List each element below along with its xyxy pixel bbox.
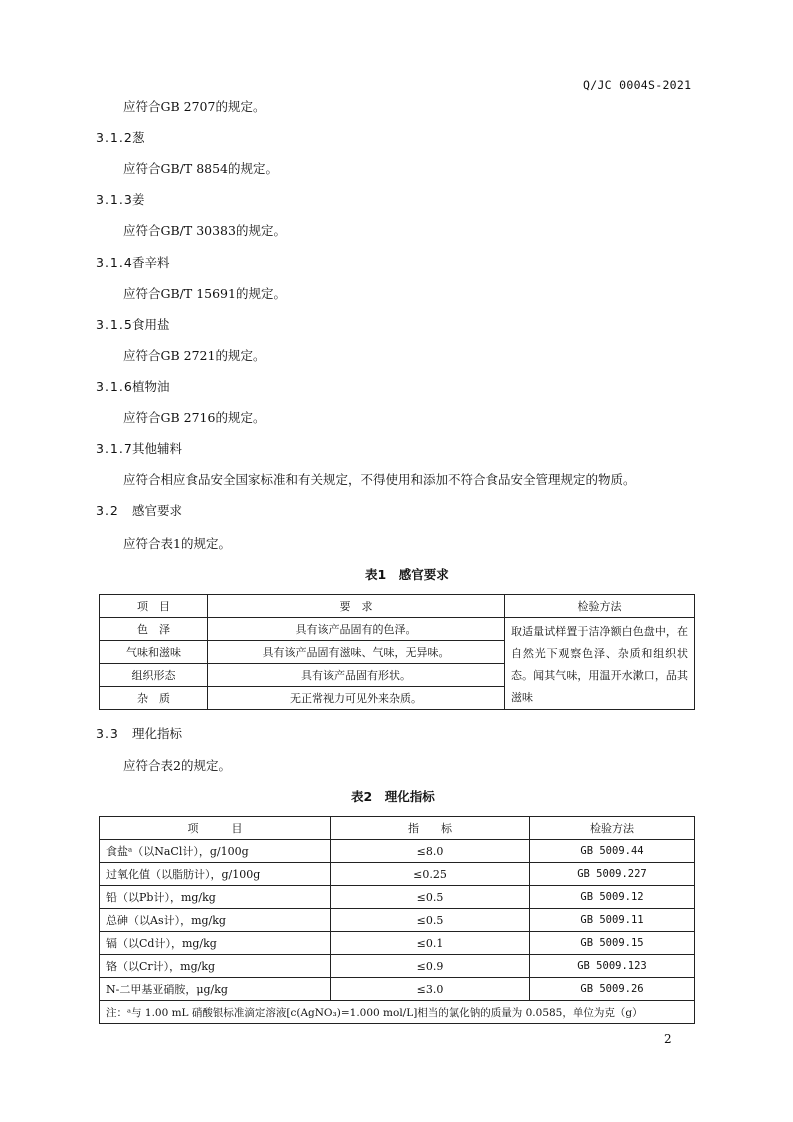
table-caption: 表1 感官要求 — [365, 567, 449, 582]
table-note: 注：ᵃ与 1.00 mL 硝酸银标准滴定溶液[c(AgNO₃)=1.000 mol/L]相当的氯化钠的质量为 0.0585，单位为克（g） — [100, 1001, 695, 1024]
paragraph-text: 应符合GB/T 15691的规定。 — [123, 286, 286, 301]
table-cell-item: 气味和滋味 — [100, 641, 208, 664]
section-title: 香辛料 — [132, 255, 170, 270]
table-cell-item: 色 泽 — [100, 618, 208, 641]
section-number: 3.2 — [96, 503, 119, 518]
paragraph-text: 应符合GB/T 8854的规定。 — [123, 161, 279, 176]
table-cell-value: ≤0.1 — [331, 932, 530, 955]
table-caption: 表2 理化指标 — [351, 789, 435, 804]
section-heading-3-1-4 — [96, 253, 170, 271]
paragraph-text: 应符合GB 2707的规定。 — [123, 99, 266, 114]
section-number: 3.1.3 — [96, 192, 133, 207]
column-header: 要 求 — [208, 595, 505, 618]
section-title: 姜 — [132, 192, 145, 207]
table-cell-value: ≤0.9 — [331, 955, 530, 978]
table-row — [100, 955, 695, 978]
physicochemical-indicators-table — [99, 816, 695, 1024]
table-cell-requirement: 具有该产品固有滋味、气味，无异味。 — [208, 641, 505, 664]
column-header: 指 标 — [331, 817, 530, 840]
table-cell-item: 镉（以Cd计），mg/kg — [100, 932, 331, 955]
table-row — [100, 886, 695, 909]
column-header: 项 目 — [100, 595, 208, 618]
table-cell-item: 总砷（以As计），mg/kg — [100, 909, 331, 932]
section-number: 3.1.7 — [96, 441, 133, 456]
table-cell-item: 铅（以Pb计），mg/kg — [100, 886, 331, 909]
table-cell-method: GB 5009.11 — [530, 909, 695, 932]
column-header: 检验方法 — [505, 595, 695, 618]
sensory-requirements-table — [99, 594, 695, 710]
table-cell-value: ≤0.5 — [331, 886, 530, 909]
table-cell-method: GB 5009.12 — [530, 886, 695, 909]
section-number: 3.1.5 — [96, 317, 133, 332]
table-header-row — [100, 595, 695, 618]
table-cell-value: ≤3.0 — [331, 978, 530, 1001]
table-cell-method: GB 5009.44 — [530, 840, 695, 863]
section-number: 3.1.2 — [96, 130, 133, 145]
table-cell-item: 食盐ᵃ（以NaCl计），g/100g — [100, 840, 331, 863]
section-title: 植物油 — [132, 379, 170, 394]
section-heading-3-3 — [96, 724, 182, 742]
paragraph-text: 应符合GB 2716的规定。 — [123, 410, 266, 425]
table-header-row — [100, 817, 695, 840]
paragraph-text: 应符合表1的规定。 — [123, 536, 231, 551]
section-title: 食用盐 — [132, 317, 170, 332]
section-number: 3.1.4 — [96, 255, 133, 270]
section-title: 其他辅料 — [132, 441, 183, 456]
table-cell-item: 过氧化值（以脂肪计），g/100g — [100, 863, 331, 886]
table-cell-method: 取适量试样置于洁净额白色盘中，在自然光下观察色泽、杂质和组织状态。闻其气味，用温开水漱口，品其滋味 — [505, 618, 695, 710]
paragraph-text: 应符合GB 2721的规定。 — [123, 348, 266, 363]
section-title: 葱 — [132, 130, 145, 145]
table-row — [100, 978, 695, 1001]
column-header: 检验方法 — [530, 817, 695, 840]
table-cell-value: ≤0.5 — [331, 909, 530, 932]
table-row — [100, 932, 695, 955]
section-heading-3-1-3 — [96, 190, 145, 208]
table-row — [100, 618, 695, 641]
section-heading-3-2 — [96, 501, 182, 519]
table-cell-item: N-二甲基亚硝胺，μg/kg — [100, 978, 331, 1001]
section-number: 3.3 — [96, 726, 119, 741]
table-cell-item: 铬（以Cr计），mg/kg — [100, 955, 331, 978]
column-header: 项 目 — [100, 817, 331, 840]
table-cell-value: ≤0.25 — [331, 863, 530, 886]
section-heading-3-1-2 — [96, 128, 145, 146]
section-heading-3-1-7 — [96, 439, 182, 457]
section-heading-3-1-6 — [96, 377, 170, 395]
table-cell-method: GB 5009.26 — [530, 978, 695, 1001]
table-note-row — [100, 1001, 695, 1024]
page-number: 2 — [664, 1032, 672, 1046]
paragraph-text: 应符合相应食品安全国家标准和有关规定，不得使用和添加不符合食品安全管理规定的物质。 — [123, 472, 636, 487]
section-number: 3.1.6 — [96, 379, 133, 394]
paragraph-text: 应符合GB/T 30383的规定。 — [123, 223, 286, 238]
section-heading-3-1-5 — [96, 315, 170, 333]
table-cell-item: 杂 质 — [100, 687, 208, 710]
table-cell-method: GB 5009.227 — [530, 863, 695, 886]
table-cell-requirement: 具有该产品固有形状。 — [208, 664, 505, 687]
table-cell-value: ≤8.0 — [331, 840, 530, 863]
table-cell-method: GB 5009.123 — [530, 955, 695, 978]
section-title: 感官要求 — [132, 503, 183, 518]
table-row — [100, 863, 695, 886]
table-cell-method: GB 5009.15 — [530, 932, 695, 955]
table-cell-requirement: 具有该产品固有的色泽。 — [208, 618, 505, 641]
paragraph-text: 应符合表2的规定。 — [123, 758, 231, 773]
document-number: Q/JC 0004S-2021 — [583, 78, 692, 92]
table-cell-item: 组织形态 — [100, 664, 208, 687]
table-row — [100, 840, 695, 863]
table-row — [100, 909, 695, 932]
section-title: 理化指标 — [132, 726, 183, 741]
table-cell-requirement: 无正常视力可见外来杂质。 — [208, 687, 505, 710]
